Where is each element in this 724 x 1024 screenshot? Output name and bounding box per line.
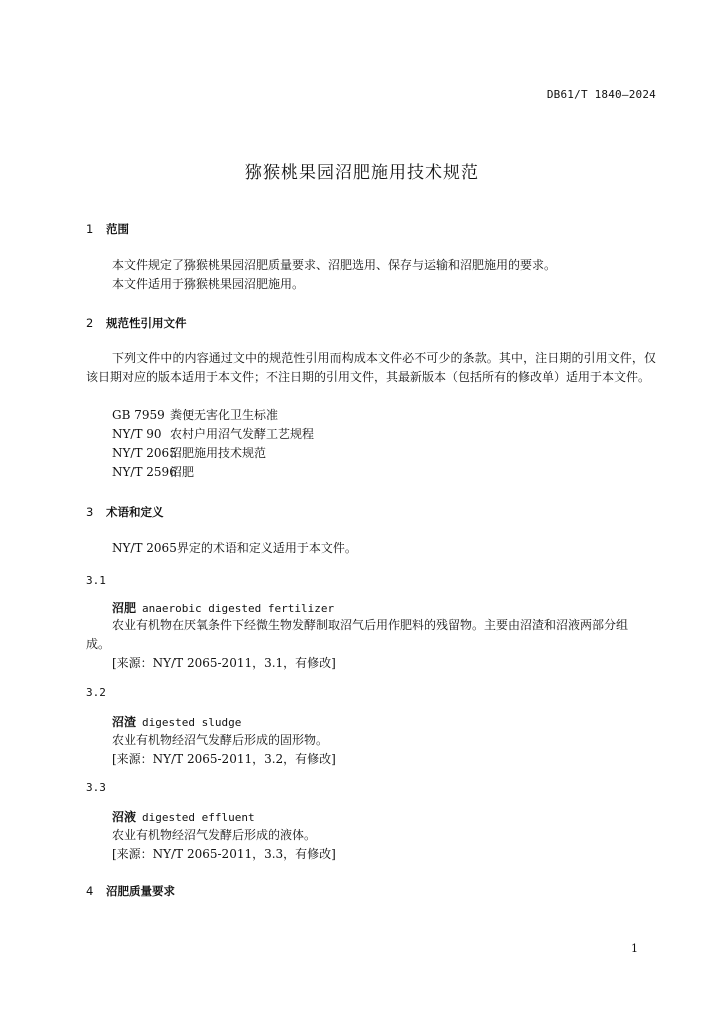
paragraph: 本文件规定了猕猴桃果园沼肥质量要求、沼肥选用、保存与运输和沼肥施用的要求。 [112,258,557,272]
term-english: anaerobic digested fertilizer [142,602,335,615]
term-source: [来源：NY/T 2065-2011，3.2，有修改] [112,752,336,766]
reference-item [112,463,194,482]
section-number: 1 [86,222,94,236]
reference-name: 沼肥 [170,465,195,479]
term-entry [112,713,241,730]
term-source: [来源：NY/T 2065-2011，3.3，有修改] [112,847,336,861]
reference-name: 农村户用沼气发酵工艺规程 [170,427,315,441]
paragraph: NY/T 2065界定的术语和定义适用于本文件。 [112,541,357,555]
section-title: 沼肥质量要求 [106,884,175,898]
section-1-heading [86,221,129,237]
reference-item [112,425,314,444]
section-title: 规范性引用文件 [106,316,187,330]
reference-code: NY/T 90 [112,427,162,441]
section-title: 术语和定义 [106,505,164,519]
term-definition: 农业有机物经沼气发酵后形成的液体。 [112,828,317,842]
paragraph: 下列文件中的内容通过文中的规范性引用而构成本文件必不可少的条款。其中，注日期的引用文件，仅该日期对应的版本适用于本文件；不注日期的引用文件，其最新版本（包括所有的修改单）适用于本文件。 [86,351,656,384]
reference-code: NY/T 2596 [112,465,177,479]
subsection-number: 3.2 [86,686,106,699]
term-definition: 农业有机物经沼气发酵后形成的固形物。 [112,733,329,747]
reference-code: NY/T 2065 [112,446,177,460]
section-title: 范围 [106,222,129,236]
term-chinese: 沼渣 [112,715,137,729]
subsection-number: 3.1 [86,574,106,587]
section-3-heading [86,504,164,520]
document-id: DB61/T 1840—2024 [546,88,656,101]
reference-name: 粪便无害化卫生标准 [170,408,279,422]
term-entry [112,808,255,825]
section-number: 2 [86,316,94,330]
subsection-number: 3.3 [86,781,106,794]
term-entry [112,599,334,616]
section-number: 4 [86,884,94,898]
section-number: 3 [86,505,94,519]
term-english: digested effluent [142,811,255,824]
term-source: [来源：NY/T 2065-2011，3.1，有修改] [112,656,336,670]
document-title: 猕猴桃果园沼肥施用技术规范 [245,163,479,183]
page-number: 1 [631,942,638,955]
term-definition-continued: 成。 [86,637,111,651]
term-chinese: 沼液 [112,810,137,824]
reference-code: GB 7959 [112,408,165,422]
paragraph: 本文件适用于猕猴桃果园沼肥施用。 [112,277,305,291]
reference-item [112,444,266,463]
reference-item [112,406,278,425]
term-definition: 农业有机物在厌氧条件下经微生物发酵制取沼气后用作肥料的残留物。主要由沼渣和沼液两部分组 [112,618,629,632]
term-english: digested sludge [142,716,242,729]
reference-name: 沼肥施用技术规范 [170,446,267,460]
section-4-heading [86,883,175,899]
term-chinese: 沼肥 [112,601,137,615]
section-2-heading [86,315,187,331]
